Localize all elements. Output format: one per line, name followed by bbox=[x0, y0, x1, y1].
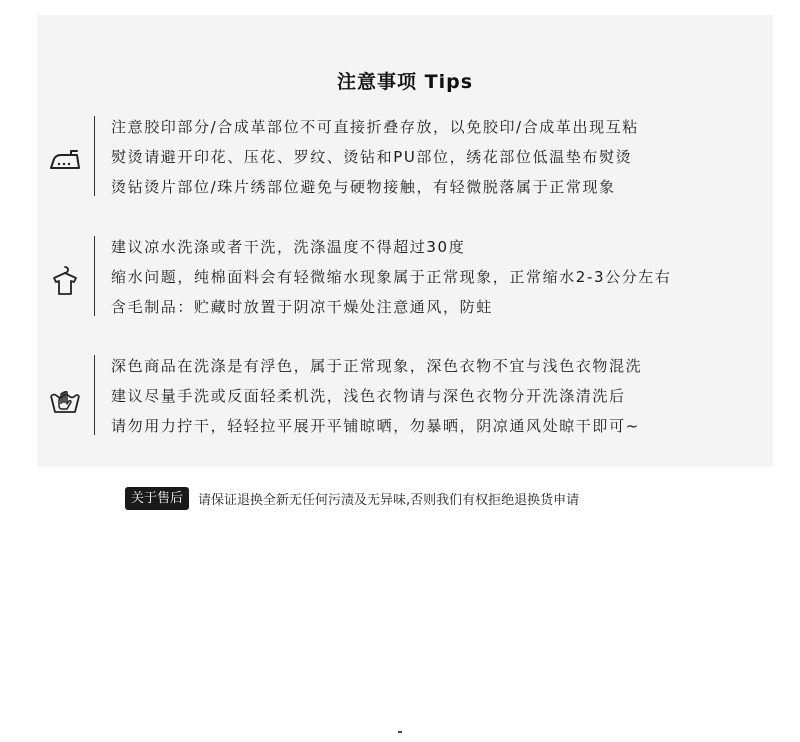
tip-line: 建议尽量手洗或反面轻柔机洗，浅色衣物请与深色衣物分开洗涤清洗后 bbox=[111, 387, 626, 405]
care-tips-card bbox=[37, 15, 773, 467]
page-title: 注意事项 Tips bbox=[337, 71, 473, 93]
tip-line: 烫钻烫片部位/珠片绣部位避免与硬物接触，有轻微脱落属于正常现象 bbox=[111, 178, 616, 196]
divider bbox=[94, 236, 95, 316]
tip-line: 注意胶印部分/合成革部位不可直接折叠存放，以免胶印/合成革出现互粘 bbox=[111, 118, 639, 136]
tip-line: 深色商品在洗涤是有浮色，属于正常现象，深色衣物不宜与浅色衣物混洗 bbox=[111, 357, 643, 375]
after-sales-note: 请保证退换全新无任何污渍及无异味,否则我们有权拒绝退换货申请 bbox=[198, 492, 580, 508]
divider bbox=[94, 355, 95, 435]
shirt-hanger-icon bbox=[47, 263, 83, 299]
tip-line: 请勿用力拧干，轻轻拉平展开平铺晾晒，勿暴晒，阴凉通风处晾干即可~ bbox=[111, 417, 640, 435]
tip-line: 缩水问题，纯棉面料会有轻微缩水现象属于正常现象，正常缩水2-3公分左右 bbox=[111, 268, 672, 286]
hand-wash-icon bbox=[47, 382, 83, 418]
section-color-care bbox=[37, 355, 773, 445]
tip-line: 建议凉水洗涤或者干洗，洗涤温度不得超过30度 bbox=[111, 238, 466, 256]
tip-line: 熨烫请避开印花、压花、罗纹、烫钻和PU部位，绣花部位低温垫布熨烫 bbox=[111, 148, 633, 166]
tip-line: 含毛制品：贮藏时放置于阴凉干燥处注意通风，防蛀 bbox=[111, 298, 493, 316]
page-mark bbox=[398, 731, 402, 733]
section-ironing bbox=[37, 116, 773, 206]
section-washing bbox=[37, 236, 773, 326]
iron-icon bbox=[47, 143, 83, 179]
after-sales-notice bbox=[125, 486, 579, 510]
after-sales-badge: 关于售后 bbox=[125, 487, 189, 510]
divider bbox=[94, 116, 95, 196]
